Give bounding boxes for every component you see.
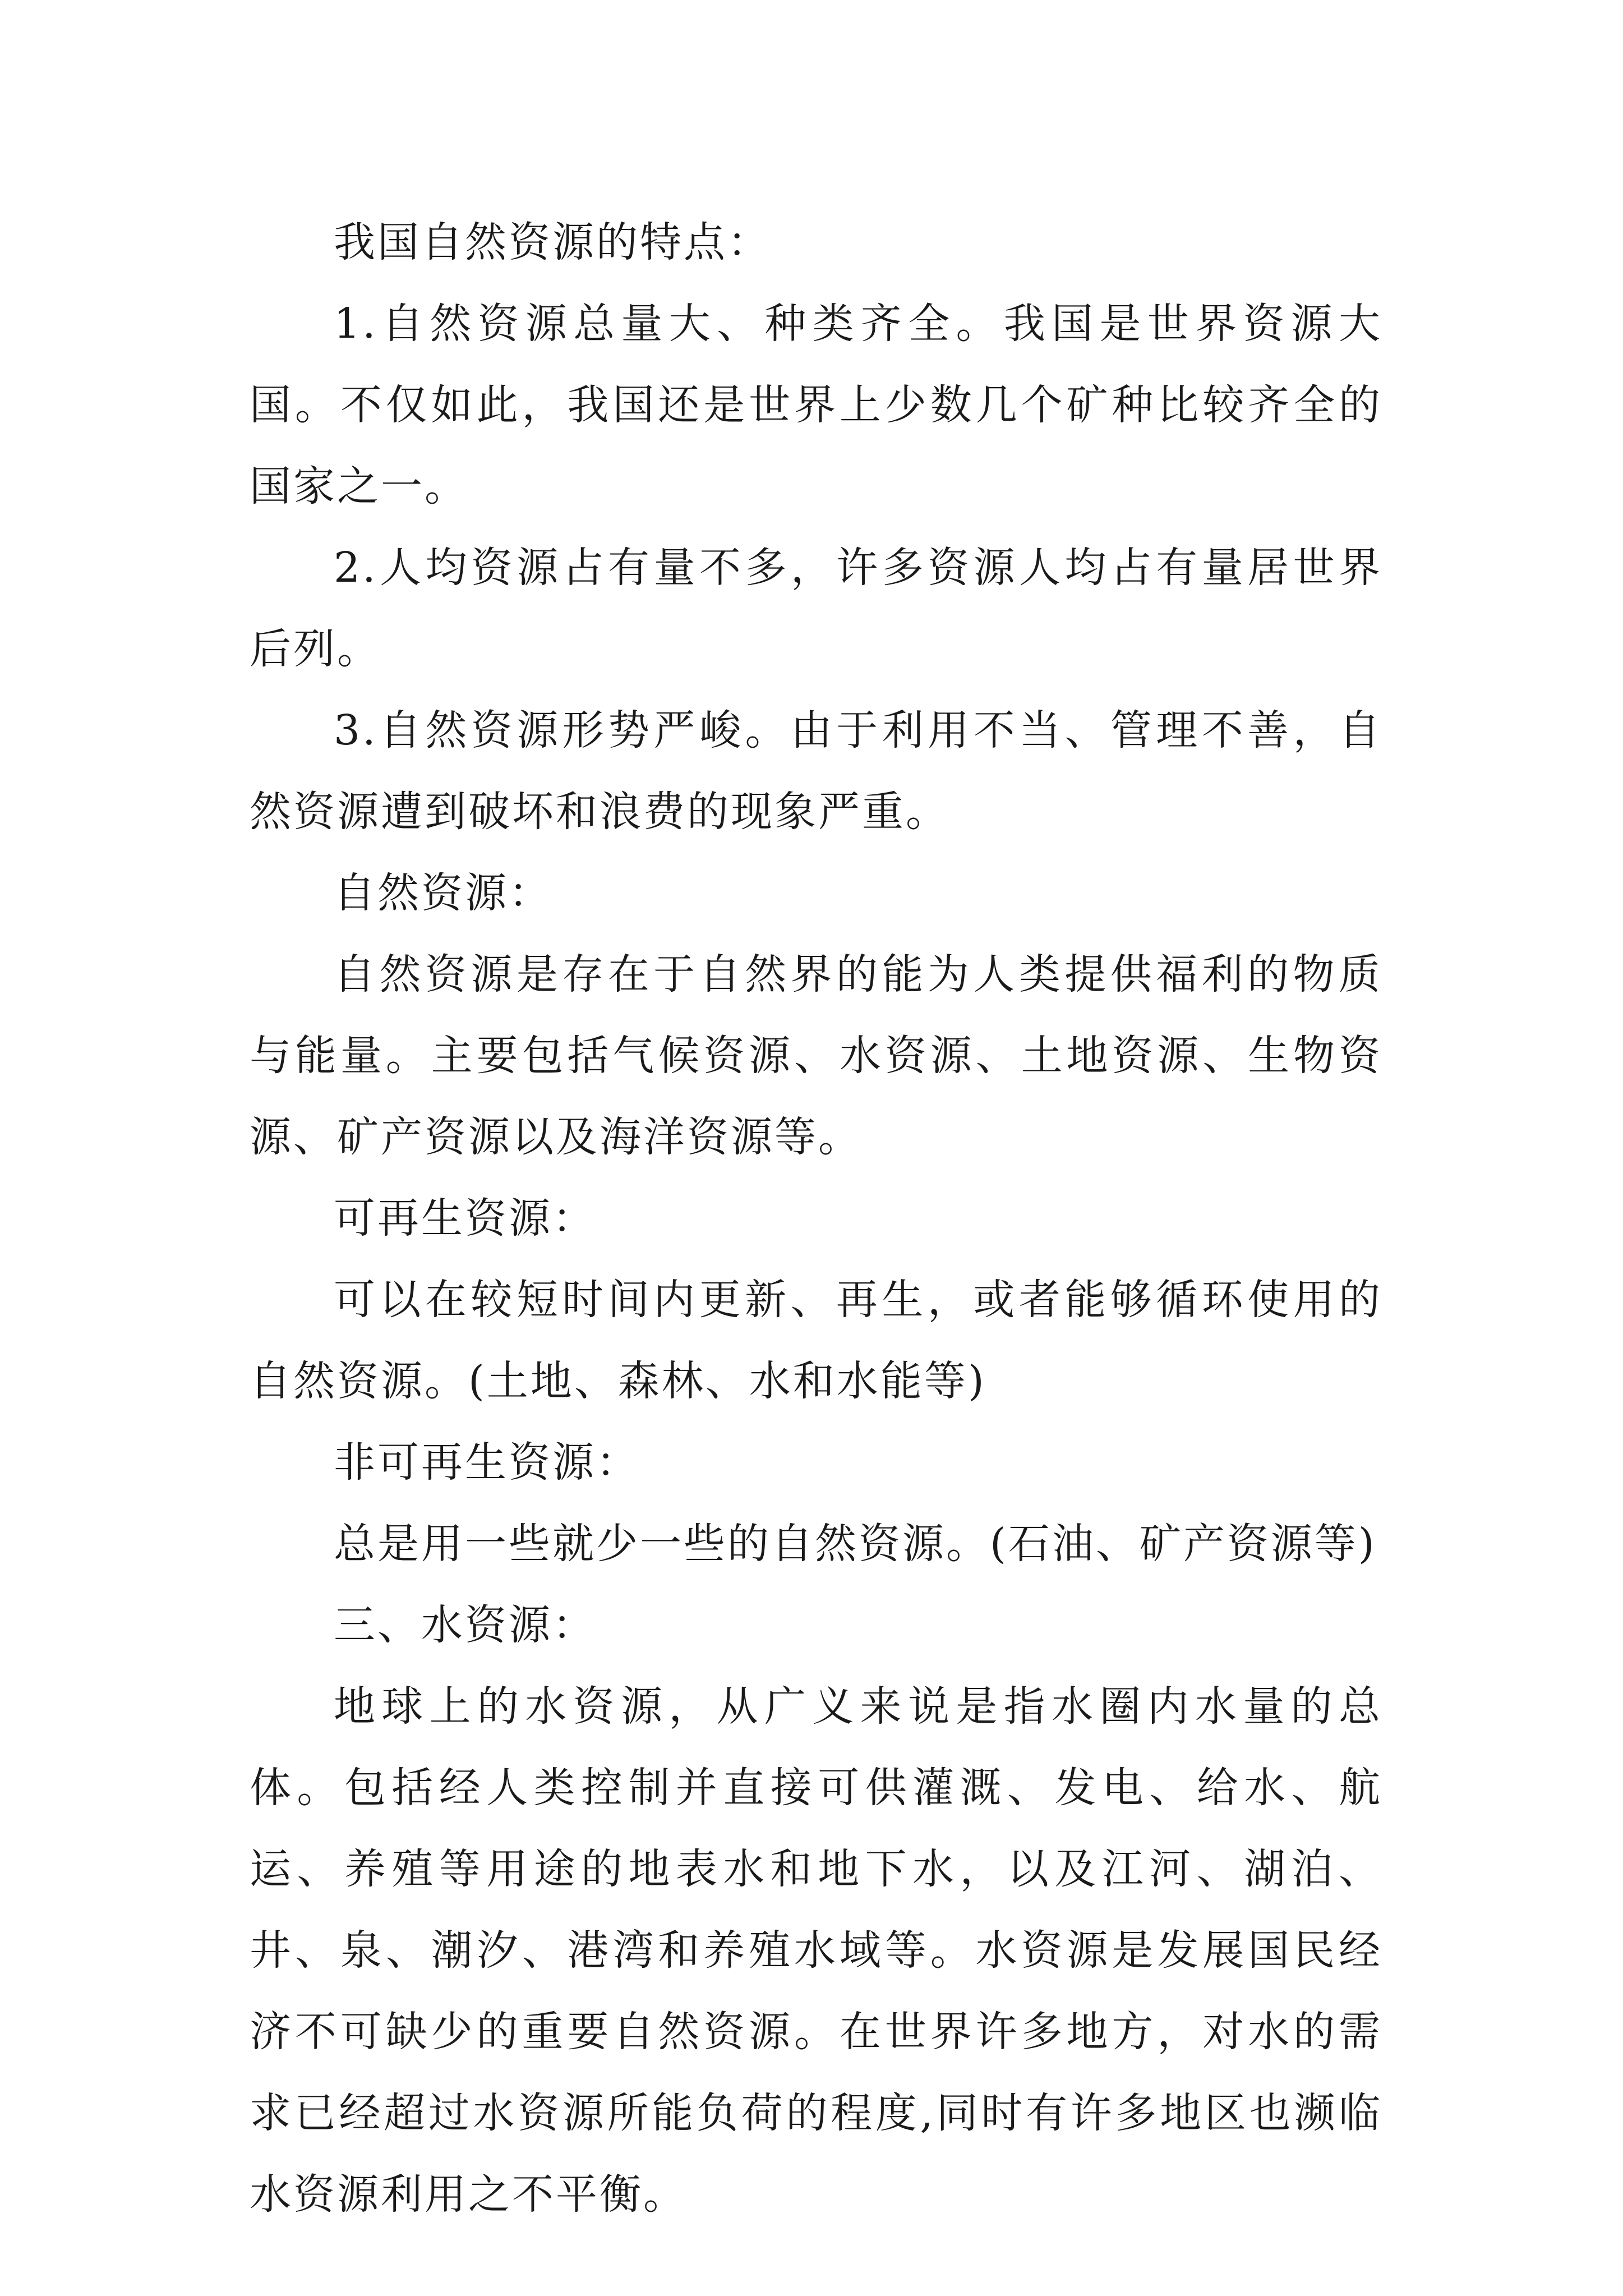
paragraph-feature-1: 1.自然资源总量大、种类齐全。我国是世界资源大国。不仅如此，我国还是世界上少数几个矿种比较齐全的国家之一。 xyxy=(250,300,1382,510)
document-body xyxy=(250,202,1382,2235)
heading-china-resource-features: 我国自然资源的特点： xyxy=(334,218,771,266)
paragraph-water-resources: 地球上的水资源，从广义来说是指水圈内水量的总体。包括经人类控制并直接可供灌溉、发电、给水、航运、养殖等用途的地表水和地下水，以及江河、湖泊、井、泉、潮汐、港湾和养殖水域等。水资源是发展国民经济不可缺少的重要自然资源。在世界许多地方，对水的需求已经超过水资源所能负荷的程度,同时有许多地区也濒临水资源利用之不平衡。 xyxy=(250,1682,1382,2219)
paragraph-renewable-definition: 可以在较短时间内更新、再生，或者能够循环使用的自然资源。(土地、森林、水和水能等) xyxy=(250,1276,1382,1405)
paragraph-feature-3: 3.自然资源形势严峻。由于利用不当、管理不善，自然资源遭到破坏和浪费的现象严重。 xyxy=(250,706,1382,836)
heading-water-resources: 三、水资源： xyxy=(334,1601,596,1649)
heading-renewable-resources: 可再生资源： xyxy=(334,1194,596,1243)
paragraph-natural-resources-definition: 自然资源是存在于自然界的能为人类提供福利的物质与能量。主要包括气候资源、水资源、土地资源、生物资源、矿产资源以及海洋资源等。 xyxy=(250,950,1382,1161)
paragraph-nonrenewable-definition: 总是用一些就少一些的自然资源。(石油、矿产资源等) xyxy=(334,1520,1377,1568)
paragraph-feature-2: 2.人均资源占有量不多，许多资源人均占有量居世界后列。 xyxy=(250,544,1382,673)
heading-nonrenewable-resources: 非可再生资源： xyxy=(334,1438,640,1487)
heading-natural-resources: 自然资源： xyxy=(334,869,552,917)
